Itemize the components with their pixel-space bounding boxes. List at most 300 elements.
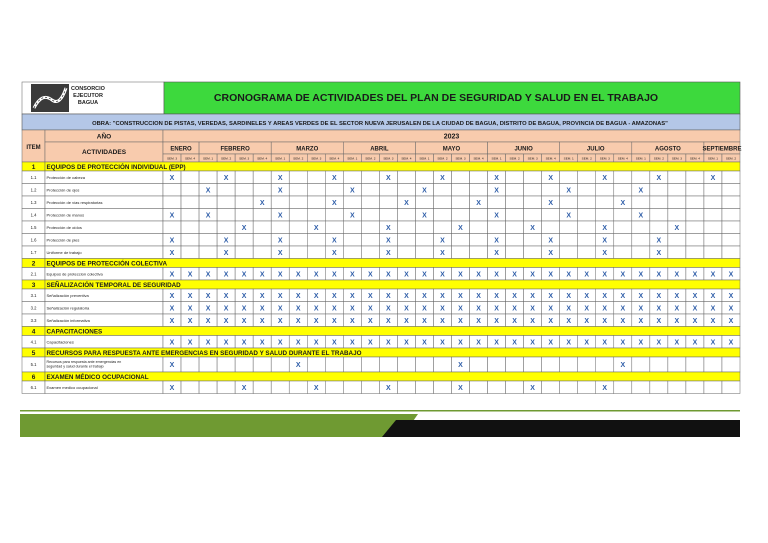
week-slot <box>668 209 686 222</box>
schedule-mark: X <box>313 339 319 347</box>
schedule-mark: X <box>710 271 716 279</box>
schedule-mark: X <box>440 249 445 257</box>
schedule-mark: X <box>584 317 590 325</box>
week-slot <box>524 209 542 222</box>
schedule-mark: X <box>422 339 427 347</box>
week-slot <box>361 196 379 209</box>
week-slot <box>307 234 325 247</box>
week-label: SEM. 2 <box>437 156 448 161</box>
schedule-mark: X <box>440 174 445 182</box>
schedule-mark: X <box>692 271 698 279</box>
week-label: SEM. 2 <box>725 156 737 161</box>
schedule-mark: X <box>692 339 698 347</box>
schedule-mark: X <box>656 271 662 279</box>
week-slot <box>704 196 722 209</box>
item-number: 1.3 <box>30 199 37 205</box>
schedule-mark: X <box>458 305 463 313</box>
week-slot <box>163 221 181 234</box>
week-slot <box>488 221 506 234</box>
week-label: SEM. 4 <box>689 156 700 161</box>
schedule-mark: X <box>349 187 355 195</box>
schedule-mark: X <box>404 199 409 207</box>
schedule-mark: X <box>386 384 391 392</box>
schedule-mark: X <box>566 339 572 347</box>
schedule-mark: X <box>331 317 337 325</box>
week-label: SEM. 1 <box>347 156 358 161</box>
schedule-mark: X <box>566 271 572 279</box>
week-slot <box>397 209 415 222</box>
schedule-mark: X <box>458 317 463 325</box>
section-number: 3 <box>31 281 36 289</box>
schedule-mark: X <box>548 174 554 182</box>
week-slot <box>163 184 181 197</box>
schedule-mark: X <box>277 249 283 257</box>
activity-label: Capacitaciones <box>46 339 74 345</box>
schedule-mark: X <box>205 317 211 325</box>
section-number: 5 <box>31 349 36 357</box>
week-slot <box>722 357 740 372</box>
item-number: 3.1 <box>30 292 37 298</box>
week-label: SEM. 4 <box>184 156 196 161</box>
week-slot <box>361 184 379 197</box>
week-label: SEM. 3 <box>527 156 538 161</box>
schedule-mark: X <box>620 292 626 300</box>
schedule-mark: X <box>241 292 247 300</box>
week-label: SEM. 1 <box>563 156 574 161</box>
week-slot <box>614 246 632 259</box>
section-number: 1 <box>31 163 36 171</box>
week-slot <box>578 209 596 222</box>
schedule-mark: X <box>422 271 427 279</box>
week-label: SEM. 4 <box>617 156 628 161</box>
schedule-mark: X <box>422 187 427 195</box>
schedule-mark: X <box>386 305 391 313</box>
section-cell <box>45 327 740 336</box>
logo-line-2: EJECUTOR <box>73 93 103 99</box>
activity-label: seguridad y salud durante el trabajo <box>46 364 104 369</box>
week-slot <box>433 221 451 234</box>
schedule-mark: X <box>548 271 554 279</box>
week-slot <box>686 184 704 197</box>
item-number: 1.1 <box>30 174 37 180</box>
week-slot <box>470 357 488 372</box>
schedule-mark: X <box>458 339 463 347</box>
month-label: SEPTIEMBRE <box>702 146 742 153</box>
week-slot <box>488 357 506 372</box>
week-slot <box>379 209 397 222</box>
week-label: SEM. 2 <box>653 156 664 161</box>
schedule-mark: X <box>638 339 644 347</box>
section-number: 6 <box>31 373 36 381</box>
schedule-mark: X <box>494 249 499 257</box>
schedule-mark: X <box>530 271 535 279</box>
week-slot <box>668 381 686 394</box>
week-slot <box>470 234 488 247</box>
week-slot <box>722 171 740 184</box>
schedule-mark: X <box>386 237 391 245</box>
week-slot <box>704 234 722 247</box>
schedule-mark: X <box>331 199 337 207</box>
schedule-mark: X <box>458 362 463 370</box>
week-slot <box>181 234 199 247</box>
week-slot <box>397 246 415 259</box>
schedule-mark: X <box>313 292 319 300</box>
week-slot <box>325 221 343 234</box>
schedule-mark: X <box>584 271 590 279</box>
week-slot <box>596 184 614 197</box>
week-slot <box>632 381 650 394</box>
schedule-mark: X <box>241 384 247 392</box>
schedule-mark: X <box>638 317 644 325</box>
schedule-mark: X <box>512 305 517 313</box>
schedule-mark: X <box>386 317 391 325</box>
schedule-mark: X <box>205 339 211 347</box>
week-label: SEM. 3 <box>455 156 466 161</box>
week-slot <box>704 357 722 372</box>
week-slot <box>271 221 289 234</box>
week-slot <box>415 234 433 247</box>
schedule-mark: X <box>584 292 590 300</box>
schedule-mark: X <box>638 212 644 220</box>
schedule-mark: X <box>241 224 247 232</box>
schedule-mark: X <box>422 317 427 325</box>
week-slot <box>271 357 289 372</box>
schedule-mark: X <box>494 212 499 220</box>
week-label: SEM. 1 <box>275 156 286 161</box>
schedule-mark: X <box>277 271 283 279</box>
schedule-mark: X <box>566 212 572 220</box>
footer-green-band <box>20 414 418 437</box>
item-number: 1.7 <box>30 249 37 255</box>
week-slot <box>181 221 199 234</box>
schedule-mark: X <box>313 384 319 392</box>
week-slot <box>361 221 379 234</box>
week-slot <box>650 196 668 209</box>
schedule-mark: X <box>259 199 265 207</box>
week-slot <box>614 171 632 184</box>
schedule-mark: X <box>241 271 247 279</box>
week-slot <box>217 184 235 197</box>
schedule-mark: X <box>223 237 229 245</box>
schedule-mark: X <box>349 212 355 220</box>
week-slot <box>415 246 433 259</box>
week-slot <box>289 381 307 394</box>
week-slot <box>506 171 524 184</box>
week-slot <box>343 357 361 372</box>
section-title: RECURSOS PARA RESPUESTA ANTE EMERGENCIAS EN SEGURIDAD Y SALUD DURANTE EL TRABAJO <box>46 349 362 357</box>
week-slot <box>379 196 397 209</box>
week-slot <box>686 381 704 394</box>
schedule-mark: X <box>169 237 175 245</box>
schedule-mark: X <box>674 317 680 325</box>
schedule-mark: X <box>566 292 572 300</box>
schedule-mark: X <box>241 305 247 313</box>
week-slot <box>668 246 686 259</box>
week-slot <box>289 184 307 197</box>
week-slot <box>235 196 253 209</box>
week-slot <box>722 246 740 259</box>
month-label: ABRIL <box>370 146 389 153</box>
week-label: SEM. 2 <box>365 156 376 161</box>
week-slot <box>415 357 433 372</box>
schedule-mark: X <box>223 249 229 257</box>
schedule-mark: X <box>602 339 608 347</box>
week-slot <box>686 246 704 259</box>
schedule-mark: X <box>368 317 373 325</box>
week-slot <box>325 184 343 197</box>
schedule-mark: X <box>530 317 535 325</box>
week-label: SEM. 3 <box>166 156 178 161</box>
week-slot <box>722 381 740 394</box>
logo-line-1: CONSORCIO <box>71 86 105 92</box>
activity-label: Protección de ojos <box>46 187 80 193</box>
schedule-mark: X <box>295 339 301 347</box>
schedule-mark: X <box>349 305 355 313</box>
schedule-mark: X <box>331 249 337 257</box>
week-slot <box>560 246 578 259</box>
week-slot <box>704 221 722 234</box>
week-slot <box>307 246 325 259</box>
week-slot <box>722 234 740 247</box>
section-title: EQUIPOS DE PROTECCIÓN COLECTIVA <box>46 260 168 268</box>
week-slot <box>433 357 451 372</box>
schedule-mark: X <box>440 317 445 325</box>
week-label: SEM. 1 <box>419 156 430 161</box>
week-label: SEM. 1 <box>635 156 646 161</box>
week-slot <box>452 184 470 197</box>
week-slot <box>343 221 361 234</box>
schedule-mark: X <box>422 212 427 220</box>
schedule-mark: X <box>223 305 229 313</box>
week-slot <box>524 184 542 197</box>
section-title: SEÑALIZACIÓN TEMPORAL DE SEGURIDAD <box>46 281 181 289</box>
week-slot <box>560 171 578 184</box>
schedule-mark: X <box>368 292 373 300</box>
schedule-mark: X <box>728 317 734 325</box>
schedule-mark: X <box>404 339 409 347</box>
schedule-mark: X <box>512 317 517 325</box>
week-slot <box>253 209 271 222</box>
section-number: 4 <box>31 328 36 336</box>
schedule-mark: X <box>205 212 211 220</box>
footer-rule <box>20 410 740 412</box>
week-slot <box>560 221 578 234</box>
week-slot <box>379 357 397 372</box>
schedule-mark: X <box>440 339 445 347</box>
week-slot <box>722 196 740 209</box>
week-slot <box>506 221 524 234</box>
schedule-mark: X <box>656 249 662 257</box>
schedule-mark: X <box>205 305 211 313</box>
week-slot <box>470 171 488 184</box>
schedule-mark: X <box>692 317 698 325</box>
week-label: SEM. 2 <box>509 156 520 161</box>
schedule-mark: X <box>440 292 445 300</box>
week-slot <box>289 234 307 247</box>
schedule-mark: X <box>584 305 590 313</box>
week-slot <box>650 357 668 372</box>
week-slot <box>542 381 560 394</box>
schedule-mark: X <box>674 271 680 279</box>
page-title: CRONOGRAMA DE ACTIVIDADES DEL PLAN DE SEGURIDAD Y SALUD EN EL TRABAJO <box>213 92 659 104</box>
week-slot <box>614 221 632 234</box>
week-label: SEM. 2 <box>581 156 592 161</box>
week-label: SEM. 2 <box>293 156 304 161</box>
schedule-mark: X <box>656 174 662 182</box>
schedule-mark: X <box>494 271 499 279</box>
schedule-mark: X <box>710 174 716 182</box>
week-slot <box>542 357 560 372</box>
week-slot <box>470 221 488 234</box>
schedule-mark: X <box>277 174 283 182</box>
schedule-mark: X <box>620 305 626 313</box>
schedule-mark: X <box>602 292 608 300</box>
month-label: MARZO <box>296 146 319 153</box>
schedule-mark: X <box>404 292 409 300</box>
week-label: SEM. 4 <box>257 156 268 161</box>
week-label: SEM. 3 <box>239 156 250 161</box>
month-label: AGOSTO <box>654 146 681 153</box>
week-slot <box>578 357 596 372</box>
week-slot <box>217 221 235 234</box>
week-slot <box>181 184 199 197</box>
schedule-mark: X <box>404 317 409 325</box>
schedule-mark: X <box>187 305 193 313</box>
schedule-mark: X <box>548 305 554 313</box>
schedule-mark: X <box>476 317 481 325</box>
week-slot <box>289 196 307 209</box>
schedule-mark: X <box>259 292 265 300</box>
week-slot <box>307 357 325 372</box>
schedule-mark: X <box>602 174 608 182</box>
schedule-mark: X <box>187 317 193 325</box>
schedule-mark: X <box>331 305 337 313</box>
week-slot <box>199 357 217 372</box>
week-slot <box>199 234 217 247</box>
schedule-mark: X <box>386 271 391 279</box>
week-slot <box>397 221 415 234</box>
schedule-mark: X <box>277 339 283 347</box>
schedule-mark: X <box>349 292 355 300</box>
week-slot <box>650 381 668 394</box>
week-label: SEM. 4 <box>473 156 484 161</box>
week-slot <box>578 196 596 209</box>
schedule-mark: X <box>620 199 626 207</box>
week-slot <box>452 196 470 209</box>
week-slot <box>361 209 379 222</box>
schedule-mark: X <box>728 271 734 279</box>
schedule-mark: X <box>187 292 193 300</box>
schedule-mark: X <box>277 305 283 313</box>
schedule-mark: X <box>169 305 175 313</box>
week-slot <box>199 221 217 234</box>
week-slot <box>686 171 704 184</box>
week-slot <box>181 209 199 222</box>
obra-text: OBRA: "CONSTRUCCION DE PISTAS, VEREDAS, SARDINELES Y AREAS VERDES DE EL SECTOR NUEVA JERUSALEN DE LA CIUDAD DE BAGUA, DISTRITO DE BAGUA, PROVINCIA DE BAGUA - AMAZONAS" <box>92 121 668 127</box>
schedule-mark: X <box>241 339 247 347</box>
schedule-mark: X <box>422 305 427 313</box>
schedule-mark: X <box>331 237 337 245</box>
week-slot <box>560 234 578 247</box>
schedule-mark: X <box>494 317 499 325</box>
week-slot <box>181 357 199 372</box>
week-slot <box>397 381 415 394</box>
week-slot <box>452 171 470 184</box>
schedule-mark: X <box>548 339 554 347</box>
schedule-mark: X <box>548 292 554 300</box>
week-slot <box>488 381 506 394</box>
week-slot <box>668 184 686 197</box>
week-label: SEM. 1 <box>707 156 719 161</box>
schedule-mark: X <box>566 187 572 195</box>
week-slot <box>668 357 686 372</box>
schedule-mark: X <box>169 292 175 300</box>
schedule-mark: X <box>223 271 229 279</box>
schedule-mark: X <box>674 224 680 232</box>
month-label: ENERO <box>170 146 192 153</box>
week-slot <box>524 246 542 259</box>
week-slot <box>578 246 596 259</box>
week-slot <box>199 171 217 184</box>
schedule-mark: X <box>277 212 283 220</box>
week-slot <box>235 209 253 222</box>
week-slot <box>181 171 199 184</box>
week-slot <box>217 357 235 372</box>
week-label: SEM. 3 <box>383 156 394 161</box>
week-slot <box>542 184 560 197</box>
schedule-mark: X <box>566 305 572 313</box>
schedule-mark: X <box>548 249 554 257</box>
activity-label: Señalización informativa <box>46 317 90 323</box>
schedule-mark: X <box>295 292 301 300</box>
week-label: SEM. 3 <box>671 156 682 161</box>
schedule-mark: X <box>692 305 698 313</box>
schedule-mark: X <box>602 384 608 392</box>
schedule-mark: X <box>223 339 229 347</box>
activities-header: ACTIVIDADES <box>81 149 127 156</box>
schedule-mark: X <box>710 339 716 347</box>
schedule-mark: X <box>638 271 644 279</box>
activity-label: Examen medico ocupacional <box>46 384 98 390</box>
week-slot <box>253 246 271 259</box>
week-slot <box>722 184 740 197</box>
week-slot <box>596 196 614 209</box>
schedule-mark: X <box>205 271 211 279</box>
item-number: 1.5 <box>30 224 37 230</box>
week-slot <box>578 381 596 394</box>
week-slot <box>506 196 524 209</box>
schedule-mark: X <box>728 305 734 313</box>
week-slot <box>704 184 722 197</box>
week-slot <box>361 357 379 372</box>
week-slot <box>578 221 596 234</box>
schedule-mark: X <box>674 339 680 347</box>
schedule-mark: X <box>602 249 608 257</box>
schedule-mark: X <box>494 187 499 195</box>
activity-label: Equipos de proteccion colectiva <box>46 271 103 277</box>
schedule-mark: X <box>223 317 229 325</box>
schedule-mark: X <box>295 317 301 325</box>
week-slot <box>632 171 650 184</box>
week-slot <box>506 381 524 394</box>
week-label: SEM. 4 <box>545 156 556 161</box>
schedule-mark: X <box>602 224 608 232</box>
week-slot <box>632 221 650 234</box>
week-label: SEM. 1 <box>491 156 502 161</box>
schedule-mark: X <box>331 174 337 182</box>
schedule-mark: X <box>512 271 517 279</box>
week-slot <box>470 184 488 197</box>
